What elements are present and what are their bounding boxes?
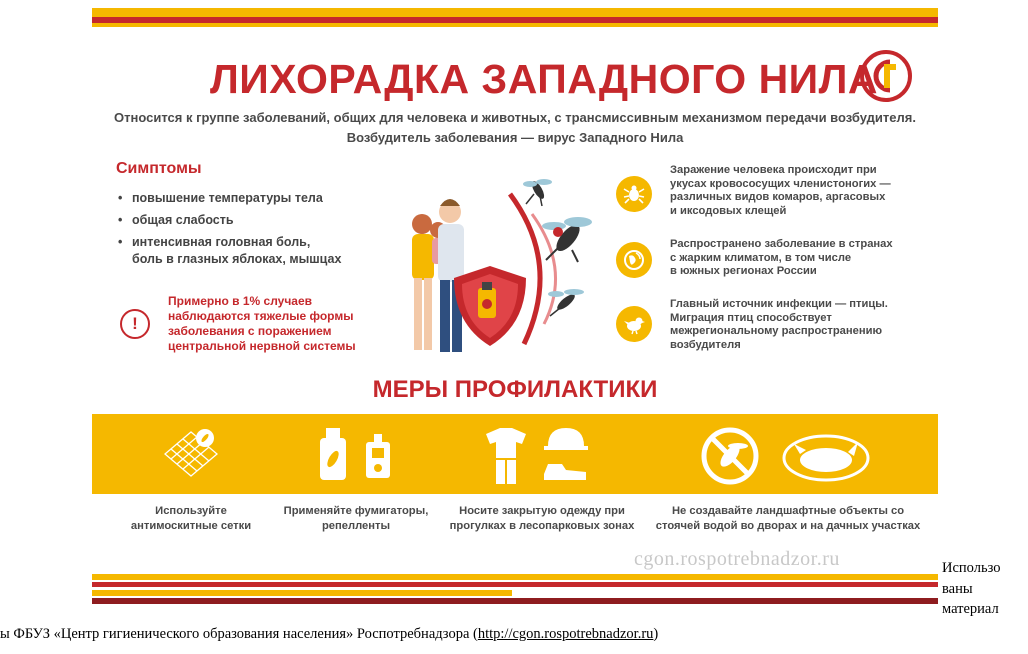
- poster: [92, 6, 938, 606]
- bottom-bar-dark-red: [92, 598, 938, 604]
- prevention-caption: Используйте антимоскитные сетки: [130, 505, 252, 532]
- warning-text: Примерно в 1% случаев наблюдаются тяжелые формы заболевания с поражением центральной нервной системы: [168, 294, 356, 353]
- subtitle-line-2: Возбудитель заболевания — вирус Западного Нила: [346, 130, 684, 145]
- mosquito-net-icon: [156, 424, 226, 484]
- mosquito-icon: [538, 208, 598, 264]
- source-caption: [0, 626, 1028, 643]
- top-bar-thin-yellow: [92, 23, 938, 27]
- info-text: Главный источник инфекции — птицы. Миграция птиц способствует межрегиональному распространению возбудителя: [670, 298, 888, 351]
- prevention-heading: МЕРЫ ПРОФИЛАКТИКИ: [372, 376, 658, 403]
- list-item: • общая слабость: [116, 212, 376, 229]
- globe-icon: [616, 242, 652, 278]
- info-text: Распространено заболевание в странах с жарким климатом, в том числе в южных регионах России: [670, 238, 893, 277]
- mosquito-icon: [520, 172, 556, 208]
- bird-icon: [616, 306, 652, 342]
- caption-prefix: ы ФБУЗ «Центр гигиенического образования населения» Роспотребнадзора (: [0, 626, 478, 642]
- source-note: Использо ваны материал: [942, 560, 1001, 617]
- caption-suffix: ): [653, 626, 659, 642]
- symptoms-list: [116, 190, 376, 273]
- bottom-bar-red: [92, 582, 938, 587]
- cgon-logo-icon: [860, 50, 912, 102]
- prevention-caption: Носите закрытую одежду при прогулках в лесопарковых зонах: [449, 505, 635, 532]
- page-title: ЛИХОРАДКА ЗАПАДНОГО НИЛА: [210, 56, 879, 102]
- info-text: Заражение человека происходит при укусах кровососущих членистоногих — различных видов комаров, аргасовых и иксодовых клещей: [670, 164, 891, 217]
- mosquito-icon: [544, 282, 588, 318]
- list-item: • повышение температуры тела: [116, 190, 376, 207]
- tick-icon: [616, 176, 652, 212]
- prevention-caption: Не создавайте ландшафтные объекты со стоячей водой во дворах и на дачных участках: [655, 505, 921, 532]
- closed-clothing-icon: [482, 424, 592, 486]
- top-bar-yellow: [92, 8, 938, 17]
- symptoms-heading: Симптомы: [116, 160, 202, 177]
- bottom-bar-yellow-short: [92, 590, 512, 596]
- bottom-bar-yellow: [92, 574, 938, 580]
- repellent-spray-icon: [312, 424, 402, 484]
- family-with-shield-icon: [392, 174, 602, 360]
- list-item: • интенсивная головная боль, боль в глазных яблоках, мышцах: [116, 234, 376, 268]
- source-link[interactable]: http://cgon.rospotrebnadzor.ru: [477, 626, 654, 642]
- watermark: cgon.rospotrebnadzor.ru: [634, 548, 840, 570]
- prevention-caption: Применяйте фумигаторы, репелленты: [283, 505, 429, 532]
- subtitle-line-1: Относится к группе заболеваний, общих для человека и животных, с трансмиссивным механизмом передачи возбудителя.: [114, 110, 916, 125]
- exclamation-icon: !: [120, 309, 150, 339]
- no-standing-water-icon: [698, 424, 874, 488]
